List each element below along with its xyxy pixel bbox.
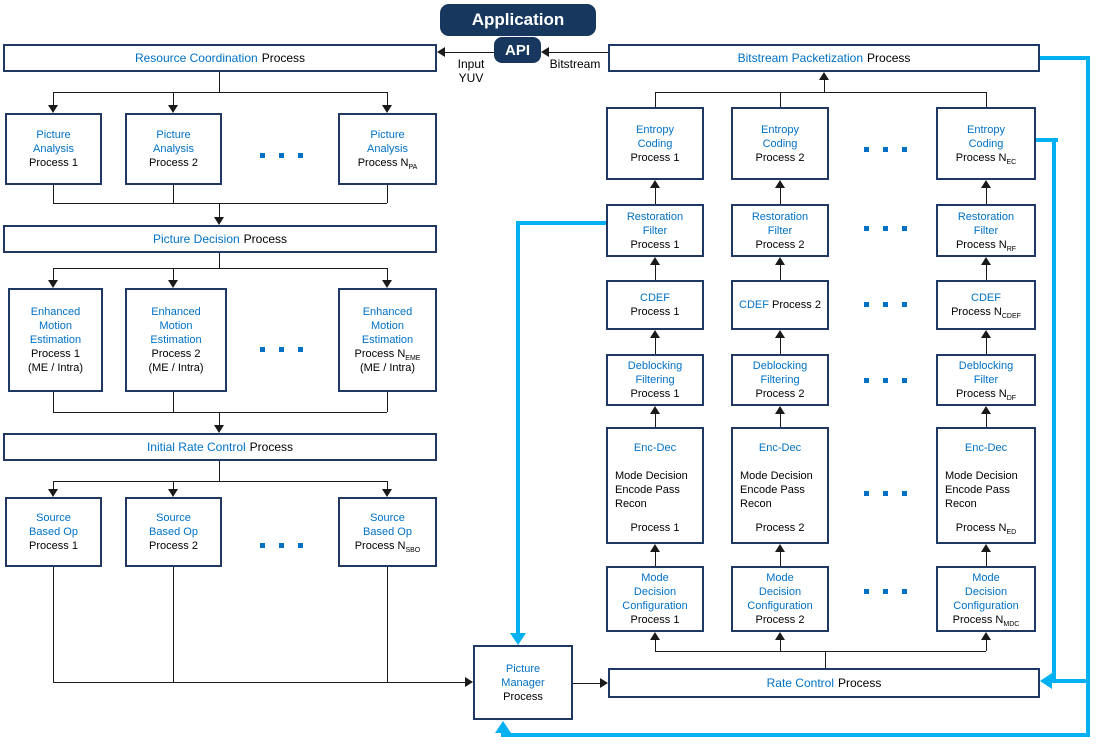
connector	[173, 268, 174, 280]
box-title: Configuration	[622, 600, 688, 612]
connector	[780, 188, 781, 204]
box-title: Deblocking	[627, 360, 683, 372]
connector	[53, 481, 54, 489]
connector	[53, 392, 54, 412]
ellipsis-dots	[864, 302, 907, 307]
me-intra-note: (ME / Intra)	[359, 362, 415, 374]
arrow	[981, 632, 991, 640]
box-title: Coding	[968, 137, 1004, 150]
feedback-line	[501, 733, 1090, 737]
arrow	[775, 330, 785, 338]
process-label: Process 1	[630, 238, 680, 251]
input-yuv-label: Input YUV	[457, 57, 485, 85]
connector	[986, 414, 987, 427]
box-title: Mode	[641, 572, 669, 584]
connector	[173, 92, 174, 106]
box-title: Filtering	[760, 374, 800, 386]
connector	[986, 265, 987, 280]
connector	[445, 52, 494, 53]
connector	[573, 683, 600, 684]
box-title: Configuration	[747, 600, 813, 612]
box-title: Enc-Dec	[758, 442, 802, 454]
enc-dec-2-box	[731, 427, 829, 544]
connector	[173, 392, 174, 412]
feedback-line	[1052, 138, 1056, 683]
connector	[986, 188, 987, 204]
connector	[53, 481, 387, 482]
process-label: Process $N_{SBO}$	[354, 540, 421, 555]
arrow	[48, 280, 58, 288]
process-label: Process $N_{EC}$	[955, 151, 1017, 166]
box-title: Configuration	[953, 600, 1019, 612]
me-intra-note: (ME / Intra)	[148, 362, 204, 374]
application-box	[440, 4, 596, 36]
enc-dec-n-box	[936, 427, 1036, 544]
connector	[387, 567, 388, 682]
connector	[219, 461, 220, 481]
connector	[53, 567, 54, 682]
source-based-op-2-box	[125, 497, 222, 567]
arrow	[48, 105, 58, 113]
process-label: Process $N_{ED}$	[955, 522, 1017, 537]
connector	[655, 552, 656, 566]
mode-decision-configuration-n-box	[936, 566, 1036, 632]
connector	[780, 552, 781, 566]
feedback-arrow-into-picture-manager	[495, 721, 511, 733]
process-label: Process 2	[151, 348, 201, 360]
box-title: Rate Control	[766, 676, 834, 690]
box-title: Motion	[159, 320, 193, 332]
connector	[655, 265, 656, 280]
box-title: Coding	[762, 137, 798, 150]
connector	[387, 185, 388, 203]
box-title: Decision	[964, 586, 1008, 598]
connector	[825, 651, 826, 668]
feedback-line	[1040, 56, 1090, 60]
arrow	[650, 406, 660, 414]
connector	[780, 92, 781, 107]
box-title: Restoration	[751, 210, 809, 223]
arrow	[775, 632, 785, 640]
enhanced-motion-estimation-2-box	[125, 288, 227, 392]
arrow	[168, 105, 178, 113]
enc-dec-body: Mode Decision	[740, 470, 813, 482]
box-title: CDEF	[739, 299, 769, 311]
box-title: Filter	[642, 224, 668, 237]
process-label: Process $N_{MDC}$	[952, 614, 1020, 629]
box-suffix: Process	[261, 51, 306, 65]
process-label: Process 1	[630, 388, 680, 400]
process-label: Process 2	[755, 388, 805, 400]
arrow	[650, 257, 660, 265]
connector	[655, 651, 986, 652]
box-title: Analysis	[367, 143, 408, 155]
enc-dec-1-box	[606, 427, 704, 544]
connector	[387, 92, 388, 106]
box-suffix: Process	[249, 440, 294, 454]
restoration-filter-n-box	[936, 204, 1036, 257]
ellipsis-dots	[864, 589, 907, 594]
process-label: Process $N_{DF}$	[955, 388, 1017, 403]
resource-coordination-process-box	[3, 44, 437, 72]
bitstream-label: Bitstream	[549, 57, 601, 71]
connector	[655, 188, 656, 204]
box-title: Based Op	[29, 526, 78, 538]
arrow	[214, 425, 224, 433]
enc-dec-body: Encode Pass	[945, 484, 1010, 496]
picture-decision-process-box	[3, 225, 437, 253]
arrow-into-rate-control	[600, 678, 608, 688]
box-title: Mode	[766, 572, 794, 584]
arrow	[650, 180, 660, 188]
cdef-n-box	[936, 280, 1036, 330]
arrow	[819, 72, 829, 80]
connector	[780, 338, 781, 354]
box-title: Based Op	[149, 526, 198, 538]
connector	[173, 481, 174, 489]
arrow	[168, 280, 178, 288]
connector	[53, 412, 387, 413]
connector	[986, 640, 987, 651]
process-label: Process 2	[149, 157, 198, 169]
box-title: Enc-Dec	[964, 442, 1008, 454]
box-title: Entropy	[636, 123, 674, 136]
arrow	[650, 544, 660, 552]
arrow-into-resource-coordination	[437, 47, 445, 57]
process-label: Process 2	[755, 238, 805, 251]
box-title: Motion	[370, 320, 405, 332]
process-label: Process 2	[772, 299, 821, 311]
picture-manager-process-box	[473, 645, 573, 720]
cdef-2-box	[731, 280, 829, 330]
box-title: Picture	[36, 129, 71, 141]
box-title: Deblocking	[958, 360, 1014, 372]
deblocking-filtering-1-box	[606, 354, 704, 406]
enc-dec-body: Recon	[615, 498, 647, 510]
connector	[53, 268, 387, 269]
picture-analysis-n-box	[338, 113, 437, 185]
entropy-coding-n-box	[936, 107, 1036, 180]
arrow	[981, 257, 991, 265]
rate-control-process-box	[608, 668, 1040, 698]
box-title: Manager	[501, 676, 545, 689]
ellipsis-dots	[864, 147, 907, 152]
enc-dec-body: Recon	[740, 498, 772, 510]
connector	[53, 92, 387, 93]
process-label: Process 1	[630, 522, 680, 534]
arrow	[775, 406, 785, 414]
enhanced-motion-estimation-n-box	[338, 288, 437, 392]
source-based-op-1-box	[5, 497, 102, 567]
box-title: Entropy	[761, 123, 799, 136]
feedback-arrow-into-rate-control	[1040, 673, 1052, 689]
box-title: Picture	[505, 662, 541, 675]
arrow	[650, 632, 660, 640]
feedback-arrow-into-picture-manager-top	[510, 633, 526, 645]
process-label: Process	[503, 690, 543, 703]
box-title: Motion	[38, 320, 73, 332]
box-title: Based Op	[363, 526, 412, 538]
connector	[780, 265, 781, 280]
source-based-op-n-box	[338, 497, 437, 567]
process-label: Process 1	[29, 540, 78, 552]
process-label: Process 1	[630, 614, 680, 626]
connector	[655, 92, 656, 107]
connector	[986, 92, 987, 107]
process-label: Process 2	[755, 614, 805, 626]
box-title: Source	[156, 512, 191, 524]
process-label: Process $N_{RF}$	[955, 238, 1017, 253]
box-title: Enhanced	[151, 306, 201, 318]
enc-dec-body: Encode Pass	[740, 484, 805, 496]
box-title: Enhanced	[362, 306, 413, 318]
connector	[655, 414, 656, 427]
box-title: CDEF	[971, 292, 1001, 304]
box-title: CDEF	[640, 292, 670, 304]
box-title: Deblocking	[752, 360, 808, 372]
enhanced-motion-estimation-1-box	[8, 288, 103, 392]
application-label: Application	[471, 10, 565, 29]
box-title: Decision	[633, 586, 677, 598]
restoration-filter-1-box	[606, 204, 704, 257]
connector	[53, 203, 387, 204]
box-title: Source	[36, 512, 71, 524]
ellipsis-dots	[864, 491, 907, 496]
process-label: Process 1	[630, 151, 680, 164]
api-label: API	[504, 41, 530, 59]
arrow	[981, 330, 991, 338]
box-title: Initial Rate Control	[146, 440, 246, 454]
box-title: Filtering	[635, 374, 675, 386]
ellipsis-dots	[864, 226, 907, 231]
box-title: Picture Decision	[152, 232, 240, 246]
arrow-into-api	[541, 47, 549, 57]
arrow	[168, 489, 178, 497]
connector	[986, 338, 987, 354]
connector	[780, 640, 781, 651]
box-title: Mode	[972, 572, 1000, 584]
process-label: Process 2	[755, 151, 805, 164]
connector	[986, 552, 987, 566]
box-title: Estimation	[29, 334, 82, 346]
arrow	[775, 257, 785, 265]
arrow	[48, 489, 58, 497]
arrow	[650, 330, 660, 338]
entropy-coding-2-box	[731, 107, 829, 180]
restoration-filter-2-box	[731, 204, 829, 257]
box-title: Resource Coordination	[134, 51, 258, 65]
box-title: Restoration	[626, 210, 684, 223]
cdef-1-box	[606, 280, 704, 330]
box-title: Enhanced	[30, 306, 81, 318]
enc-dec-body: Encode Pass	[615, 484, 680, 496]
connector	[780, 414, 781, 427]
process-label: Process $N_{PA}$	[357, 157, 418, 172]
box-title: Estimation	[361, 334, 414, 346]
entropy-coding-1-box	[606, 107, 704, 180]
arrow	[981, 180, 991, 188]
connector	[655, 640, 656, 651]
mode-decision-configuration-1-box	[606, 566, 704, 632]
feedback-line	[516, 221, 520, 634]
connector	[655, 338, 656, 354]
box-title: Restoration	[957, 210, 1015, 223]
box-title: Entropy	[967, 123, 1005, 136]
connector	[387, 392, 388, 412]
connector	[387, 268, 388, 280]
connector	[655, 92, 986, 93]
arrow	[981, 544, 991, 552]
process-label: Process 1	[31, 348, 80, 360]
box-suffix: Process	[867, 51, 911, 65]
connector	[53, 682, 465, 683]
process-label: Process 2	[755, 522, 805, 534]
box-suffix: Process	[243, 232, 288, 246]
bitstream-packetization-process-box	[608, 44, 1040, 72]
mode-decision-configuration-2-box	[731, 566, 829, 632]
box-title: Bitstream Packetization	[737, 51, 864, 65]
connector	[173, 567, 174, 682]
connector	[53, 185, 54, 203]
box-title: Analysis	[153, 143, 194, 155]
deblocking-filtering-2-box	[731, 354, 829, 406]
enc-dec-body: Mode Decision	[945, 470, 1018, 482]
arrow	[382, 105, 392, 113]
connector	[53, 268, 54, 280]
box-title: Picture	[156, 129, 191, 141]
process-label: Process $N_{EME}$	[354, 348, 421, 363]
box-title: Decision	[758, 586, 802, 598]
deblocking-filter-n-box	[936, 354, 1036, 406]
arrow	[382, 280, 392, 288]
box-title: Estimation	[150, 334, 202, 346]
box-title: Enc-Dec	[633, 442, 677, 454]
enc-dec-body: Mode Decision	[615, 470, 688, 482]
connector	[219, 412, 220, 425]
initial-rate-control-process-box	[3, 433, 437, 461]
connector	[219, 72, 220, 92]
connector	[173, 185, 174, 203]
enc-dec-body: Recon	[945, 498, 977, 510]
connector	[219, 253, 220, 268]
process-label: Process 2	[149, 540, 198, 552]
arrow	[214, 217, 224, 225]
me-intra-note: (ME / Intra)	[27, 362, 83, 374]
api-box	[494, 37, 541, 63]
box-title: Filter	[973, 374, 999, 386]
connector	[387, 481, 388, 489]
picture-analysis-2-box	[125, 113, 222, 185]
process-label: Process $N_{CDEF}$	[951, 306, 1021, 321]
picture-analysis-1-box	[5, 113, 102, 185]
box-title: Picture	[370, 129, 405, 141]
ellipsis-dots	[260, 543, 303, 548]
arrow	[382, 489, 392, 497]
connector	[219, 203, 220, 217]
box-text	[735, 298, 825, 312]
box-title: Filter	[973, 224, 999, 237]
connector	[824, 80, 825, 92]
box-suffix: Process	[838, 676, 882, 690]
ellipsis-dots	[260, 347, 303, 352]
arrow-into-picture-manager	[465, 677, 473, 687]
ellipsis-dots	[260, 153, 303, 158]
connector	[53, 92, 54, 106]
box-title: Source	[370, 512, 405, 524]
feedback-line	[1086, 56, 1090, 737]
feedback-line	[1052, 679, 1090, 683]
ellipsis-dots	[864, 378, 907, 383]
box-title: Filter	[767, 224, 793, 237]
arrow	[775, 544, 785, 552]
arrow	[981, 406, 991, 414]
process-label: Process 1	[630, 306, 680, 318]
connector	[549, 52, 608, 53]
arrow	[775, 180, 785, 188]
feedback-line	[516, 221, 606, 225]
box-title: Analysis	[33, 143, 74, 155]
box-title: Coding	[637, 137, 673, 150]
process-label: Process 1	[29, 157, 78, 169]
